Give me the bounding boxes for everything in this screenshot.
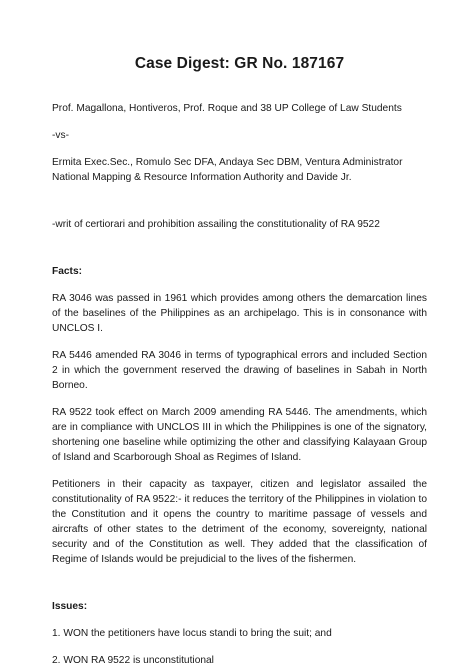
nature-of-action: -writ of certiorari and prohibition assailing the constitutionality of RA 9522 xyxy=(52,219,380,230)
petitioners-line: Prof. Magallona, Hontiveros, Prof. Roque and 38 UP College of Law Students xyxy=(52,103,402,114)
issues-heading: Issues: xyxy=(52,601,88,612)
facts-paragraph-1: RA 3046 was passed in 1961 which provides among others the demarcation lines of the baselines of the Philippines as an archipelago. This is in consonance with UNCLOS I. xyxy=(52,293,427,334)
versus-line: -vs- xyxy=(52,130,69,141)
respondents-line: Ermita Exec.Sec., Romulo Sec DFA, Andaya Sec DBM, Ventura Administrator National Mapping & Resource Information Authority and Davide Jr. xyxy=(52,157,403,183)
document-title: Case Digest: GR No. 187167 xyxy=(134,55,345,72)
issue-item-2: 2. WON RA 9522 is unconstitutional xyxy=(52,655,214,666)
facts-heading: Facts: xyxy=(52,266,83,277)
facts-paragraph-3: RA 9522 took effect on March 2009 amending RA 5446. The amendments, which are in compliance with UNCLOS III in which the Philippines is one of the signatory, shortening one baseline while optimizing the other and classifying Kalayaan Group of Island and Scarborough Shoal as Regimes of Island. xyxy=(52,407,427,463)
facts-paragraph-4: Petitioners in their capacity as taxpayer, citizen and legislator assailed the constitutionality of RA 9522:- it reduces the territory of the Philippines in violation to the Constitution and it opens the country to maritime passage of vessels and aircrafts of other states to the detriment of the economy, sovereignty, national security and of the Constitution as well. They added that the classification of Regime of Islands would be prejudicial to the lives of the fishermen. xyxy=(52,479,427,565)
facts-paragraph-2: RA 5446 amended RA 3046 in terms of typographical errors and included Section 2 in which the government reserved the drawing of baselines in Sabah in North Borneo. xyxy=(52,350,427,391)
issue-item-1: 1. WON the petitioners have locus standi to bring the suit; and xyxy=(52,628,332,639)
